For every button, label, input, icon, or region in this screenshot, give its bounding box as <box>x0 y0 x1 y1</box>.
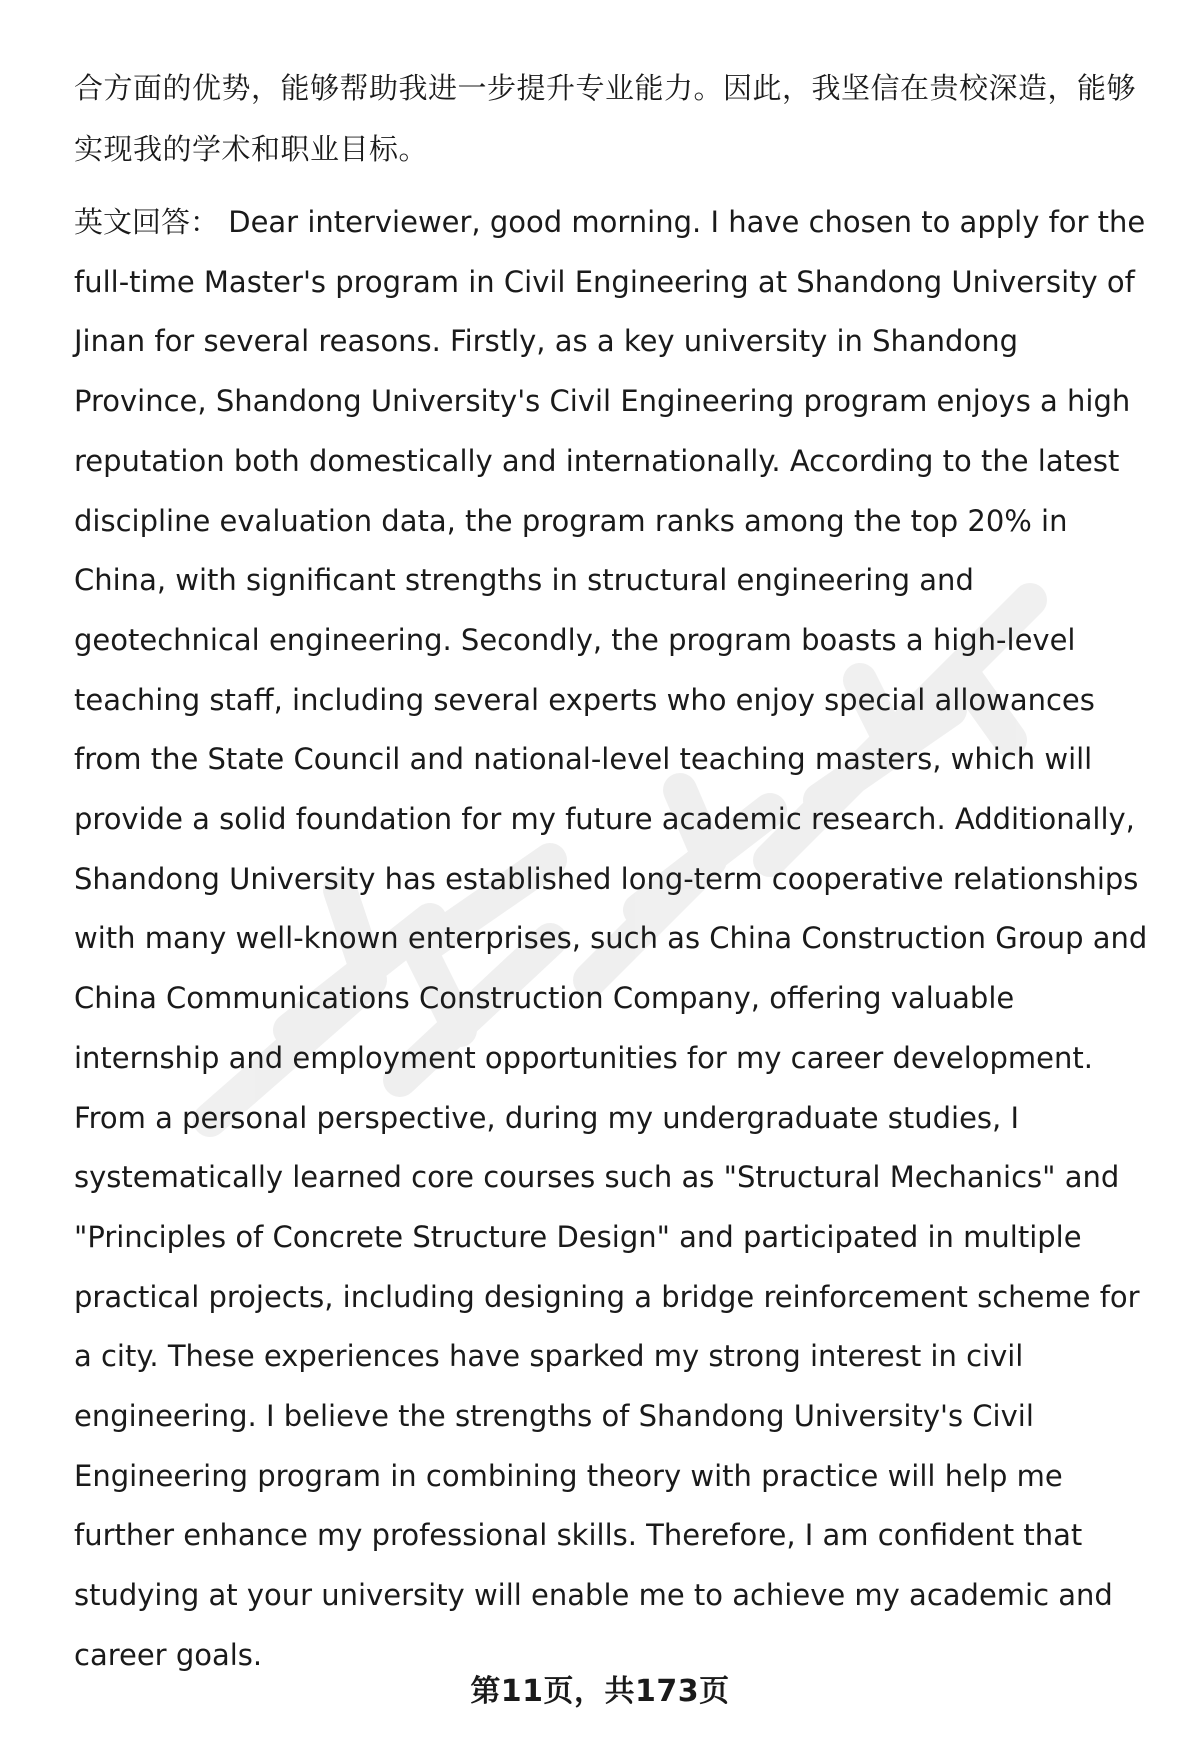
english-answer-text: Dear interviewer, good morning. I have chosen to apply for the full-time Master's program in Civil Engineering at Shandong University of Jinan for several reasons. Firstly, as a key university in Shandong Province, Shandong University's Civil Engineering program enjoys a high reputation both domestically and internationally. According to the latest discipline evaluation data, the program ranks among the top 20% in China, with significant strengths in structural engineering and geotechnical engineering. Secondly, the program boasts a high-level teaching staff, including several experts who enjoy special allowances from the State Council and national-level teaching masters, which will provide a solid foundation for my future academic research. Additionally, Shandong University has established long-term cooperative relationships with many well-known enterprises, such as China Construction Group and China Communications Construction Company, offering valuable internship and employment opportunities for my career development. From a personal perspective, during my undergraduate studies, I systematically learned core courses such as "Structural Mechanics" and "Principles of Concrete Structure Design" and participated in multiple practical projects, including designing a bridge reinforcement scheme for a city. These experiences have sparked my strong interest in civil engineering. I believe the strengths of Shandong University's Civil Engineering program in combining theory with practice will help me further enhance my professional skills. Therefore, I am confident that studying at your university will enable me to achieve my academic and career goals. <box>74 205 1148 1672</box>
chinese-answer-paragraph: 合方面的优势，能够帮助我进一步提升专业能力。因此，我坚信在贵校深造，能够实现我的学术和职业目标。 <box>74 71 1137 166</box>
document-body <box>74 58 1154 1686</box>
english-answer-label: 英文回答： <box>74 205 220 239</box>
english-answer-paragraph <box>74 193 1154 1686</box>
page-number-footer: 第11页，共173页 <box>470 1674 730 1709</box>
